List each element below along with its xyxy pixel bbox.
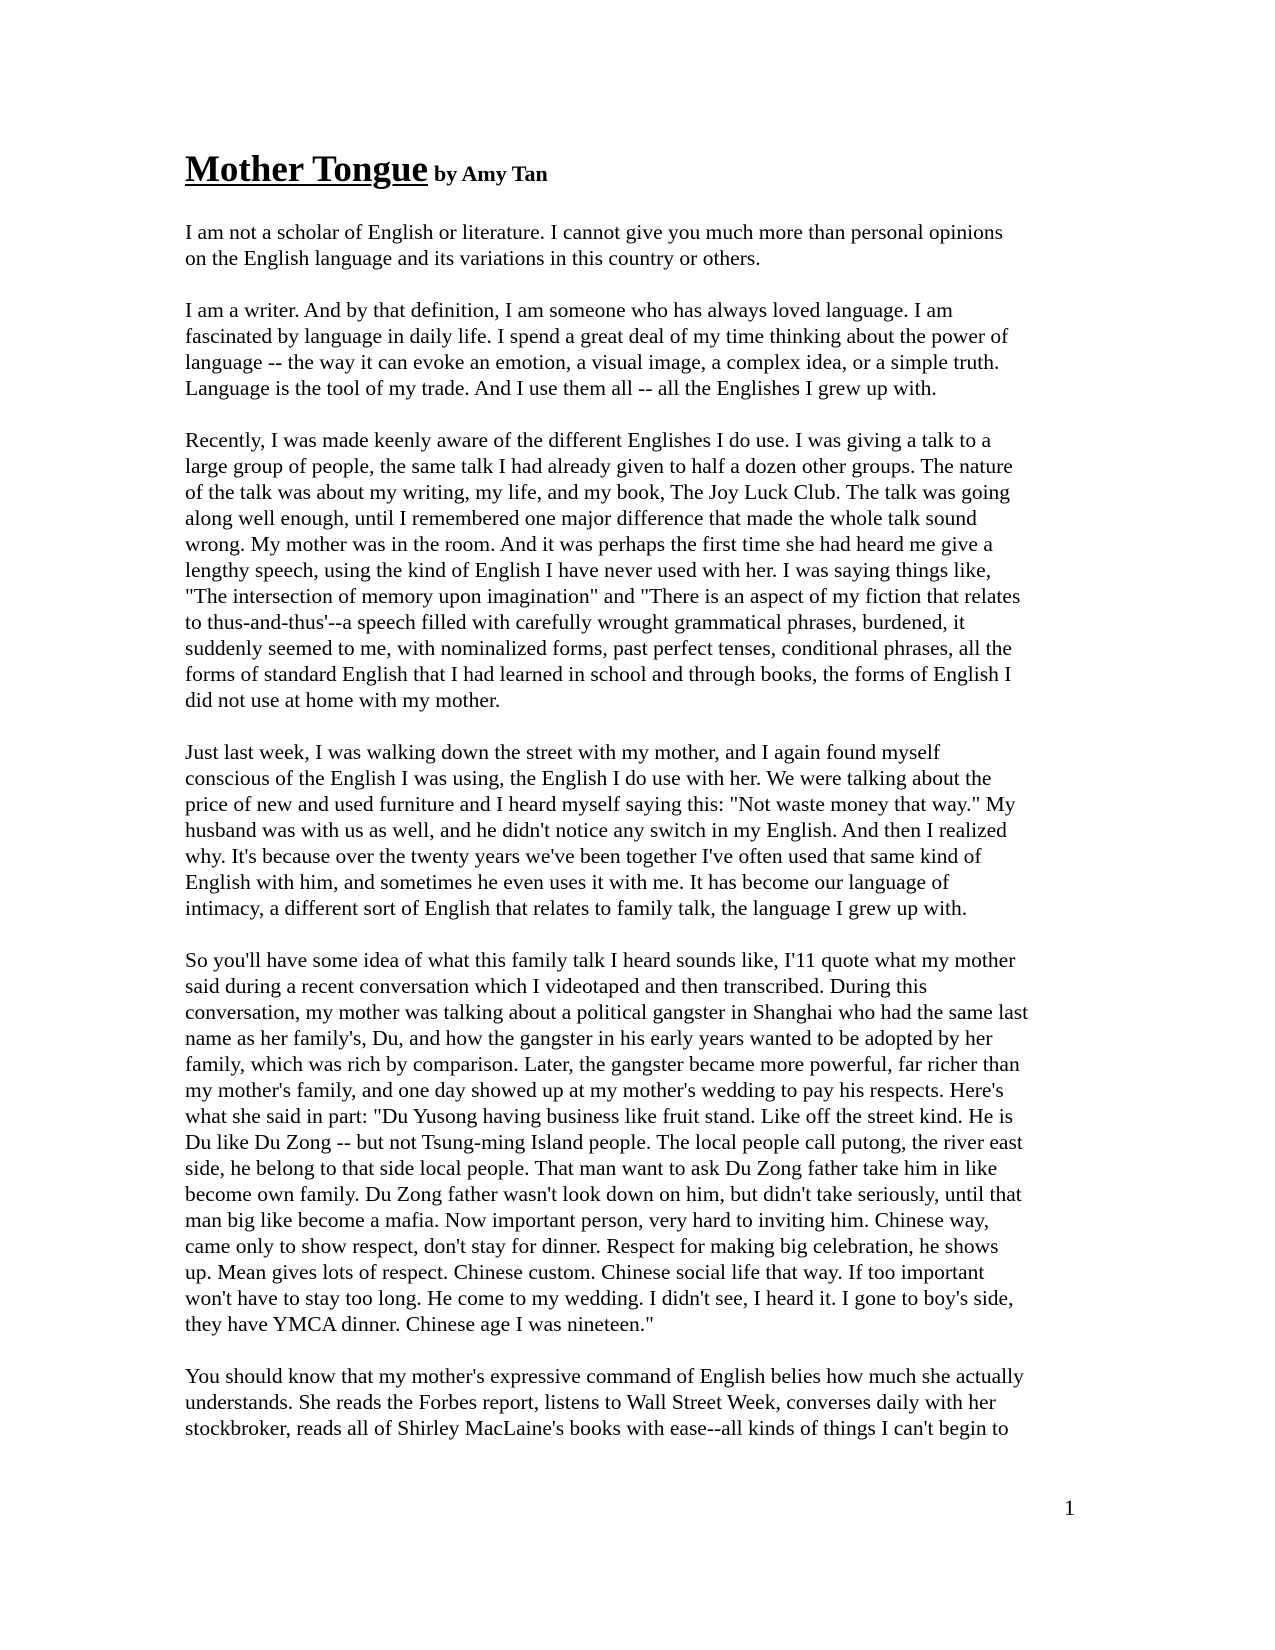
document-header <box>185 148 548 191</box>
document-body <box>185 219 1085 1467</box>
paragraph-6: You should know that my mother's expressive command of English belies how much she actually understands. She reads the Forbes report, listens to Wall Street Week, converses daily with her stockbroker, reads all of Shirley MacLaine's books with ease--all kinds of things I can't begin to <box>185 1364 1024 1440</box>
paragraph-5: So you'll have some idea of what this family talk I heard sounds like, I'11 quote what my mother said during a recent conversation which I videotaped and then transcribed. During this conversation, my mother was talking about a political gangster in Shanghai who had the same last name as her family's, Du, and how the gangster in his early years wanted to be adopted by her family, which was rich by comparison. Later, the gangster became more powerful, far richer than my mother's family, and one day showed up at my mother's wedding to pay his respects. Here's what she said in part: "Du Yusong having business like fruit stand. Like off the street kind. He is Du like Du Zong -- but not Tsung-ming Island people. The local people call putong, the river east side, he belong to that side local people. That man want to ask Du Zong father take him in like become own family. Du Zong father wasn't look down on him, but didn't take seriously, until that man big like become a mafia. Now important person, very hard to inviting him. Chinese way, came only to show respect, don't stay for dinner. Respect for making big celebration, he shows up. Mean gives lots of respect. Chinese custom. Chinese social life that way. If too important won't have to stay too long. He come to my wedding. I didn't see, I heard it. I gone to boy's side, they have YMCA dinner. Chinese age I was nineteen." <box>185 948 1029 1336</box>
paragraph-4: Just last week, I was walking down the street with my mother, and I again found myself conscious of the English I was using, the English I do use with her. We were talking about the price of new and used furniture and I heard myself saying this: "Not waste money that way." My husband was with us as well, and he didn't notice any switch in my English. And then I realized why. It's because over the twenty years we've been together I've often used that same kind of English with him, and sometimes he even uses it with me. It has become our language of intimacy, a different sort of English that relates to family talk, the language I grew up with. <box>185 740 1016 920</box>
document-title: Mother Tongue <box>185 149 428 190</box>
paragraph-2: I am a writer. And by that definition, I am someone who has always loved language. I am fascinated by language in daily life. I spend a great deal of my time thinking about the power of language -- the way it can evoke an emotion, a visual image, a complex idea, or a simple truth. Language is the tool of my trade. And I use them all -- all the Englishes I grew up with. <box>185 298 1009 400</box>
paragraph-1: I am not a scholar of English or literature. I cannot give you much more than personal opinions on the English language and its variations in this country or others. <box>185 220 1003 270</box>
paragraph-3: Recently, I was made keenly aware of the different Englishes I do use. I was giving a talk to a large group of people, the same talk I had already given to half a dozen other groups. The nature of the talk was about my writing, my life, and my book, The Joy Luck Club. The talk was going along well enough, until I remembered one major difference that made the whole talk sound wrong. My mother was in the room. And it was perhaps the first time she had heard me give a lengthy speech, using the kind of English I have never used with her. I was saying things like, "The intersection of memory upon imagination" and "There is an aspect of my fiction that relates to thus-and-thus'--a speech filled with carefully wrought grammatical phrases, burdened, it suddenly seemed to me, with nominalized forms, past perfect tenses, conditional phrases, all the forms of standard English that I had learned in school and through books, the forms of English I did not use at home with my mother. <box>185 428 1021 712</box>
document-byline: by Amy Tan <box>433 161 548 186</box>
page-number: 1 <box>1064 1495 1075 1520</box>
